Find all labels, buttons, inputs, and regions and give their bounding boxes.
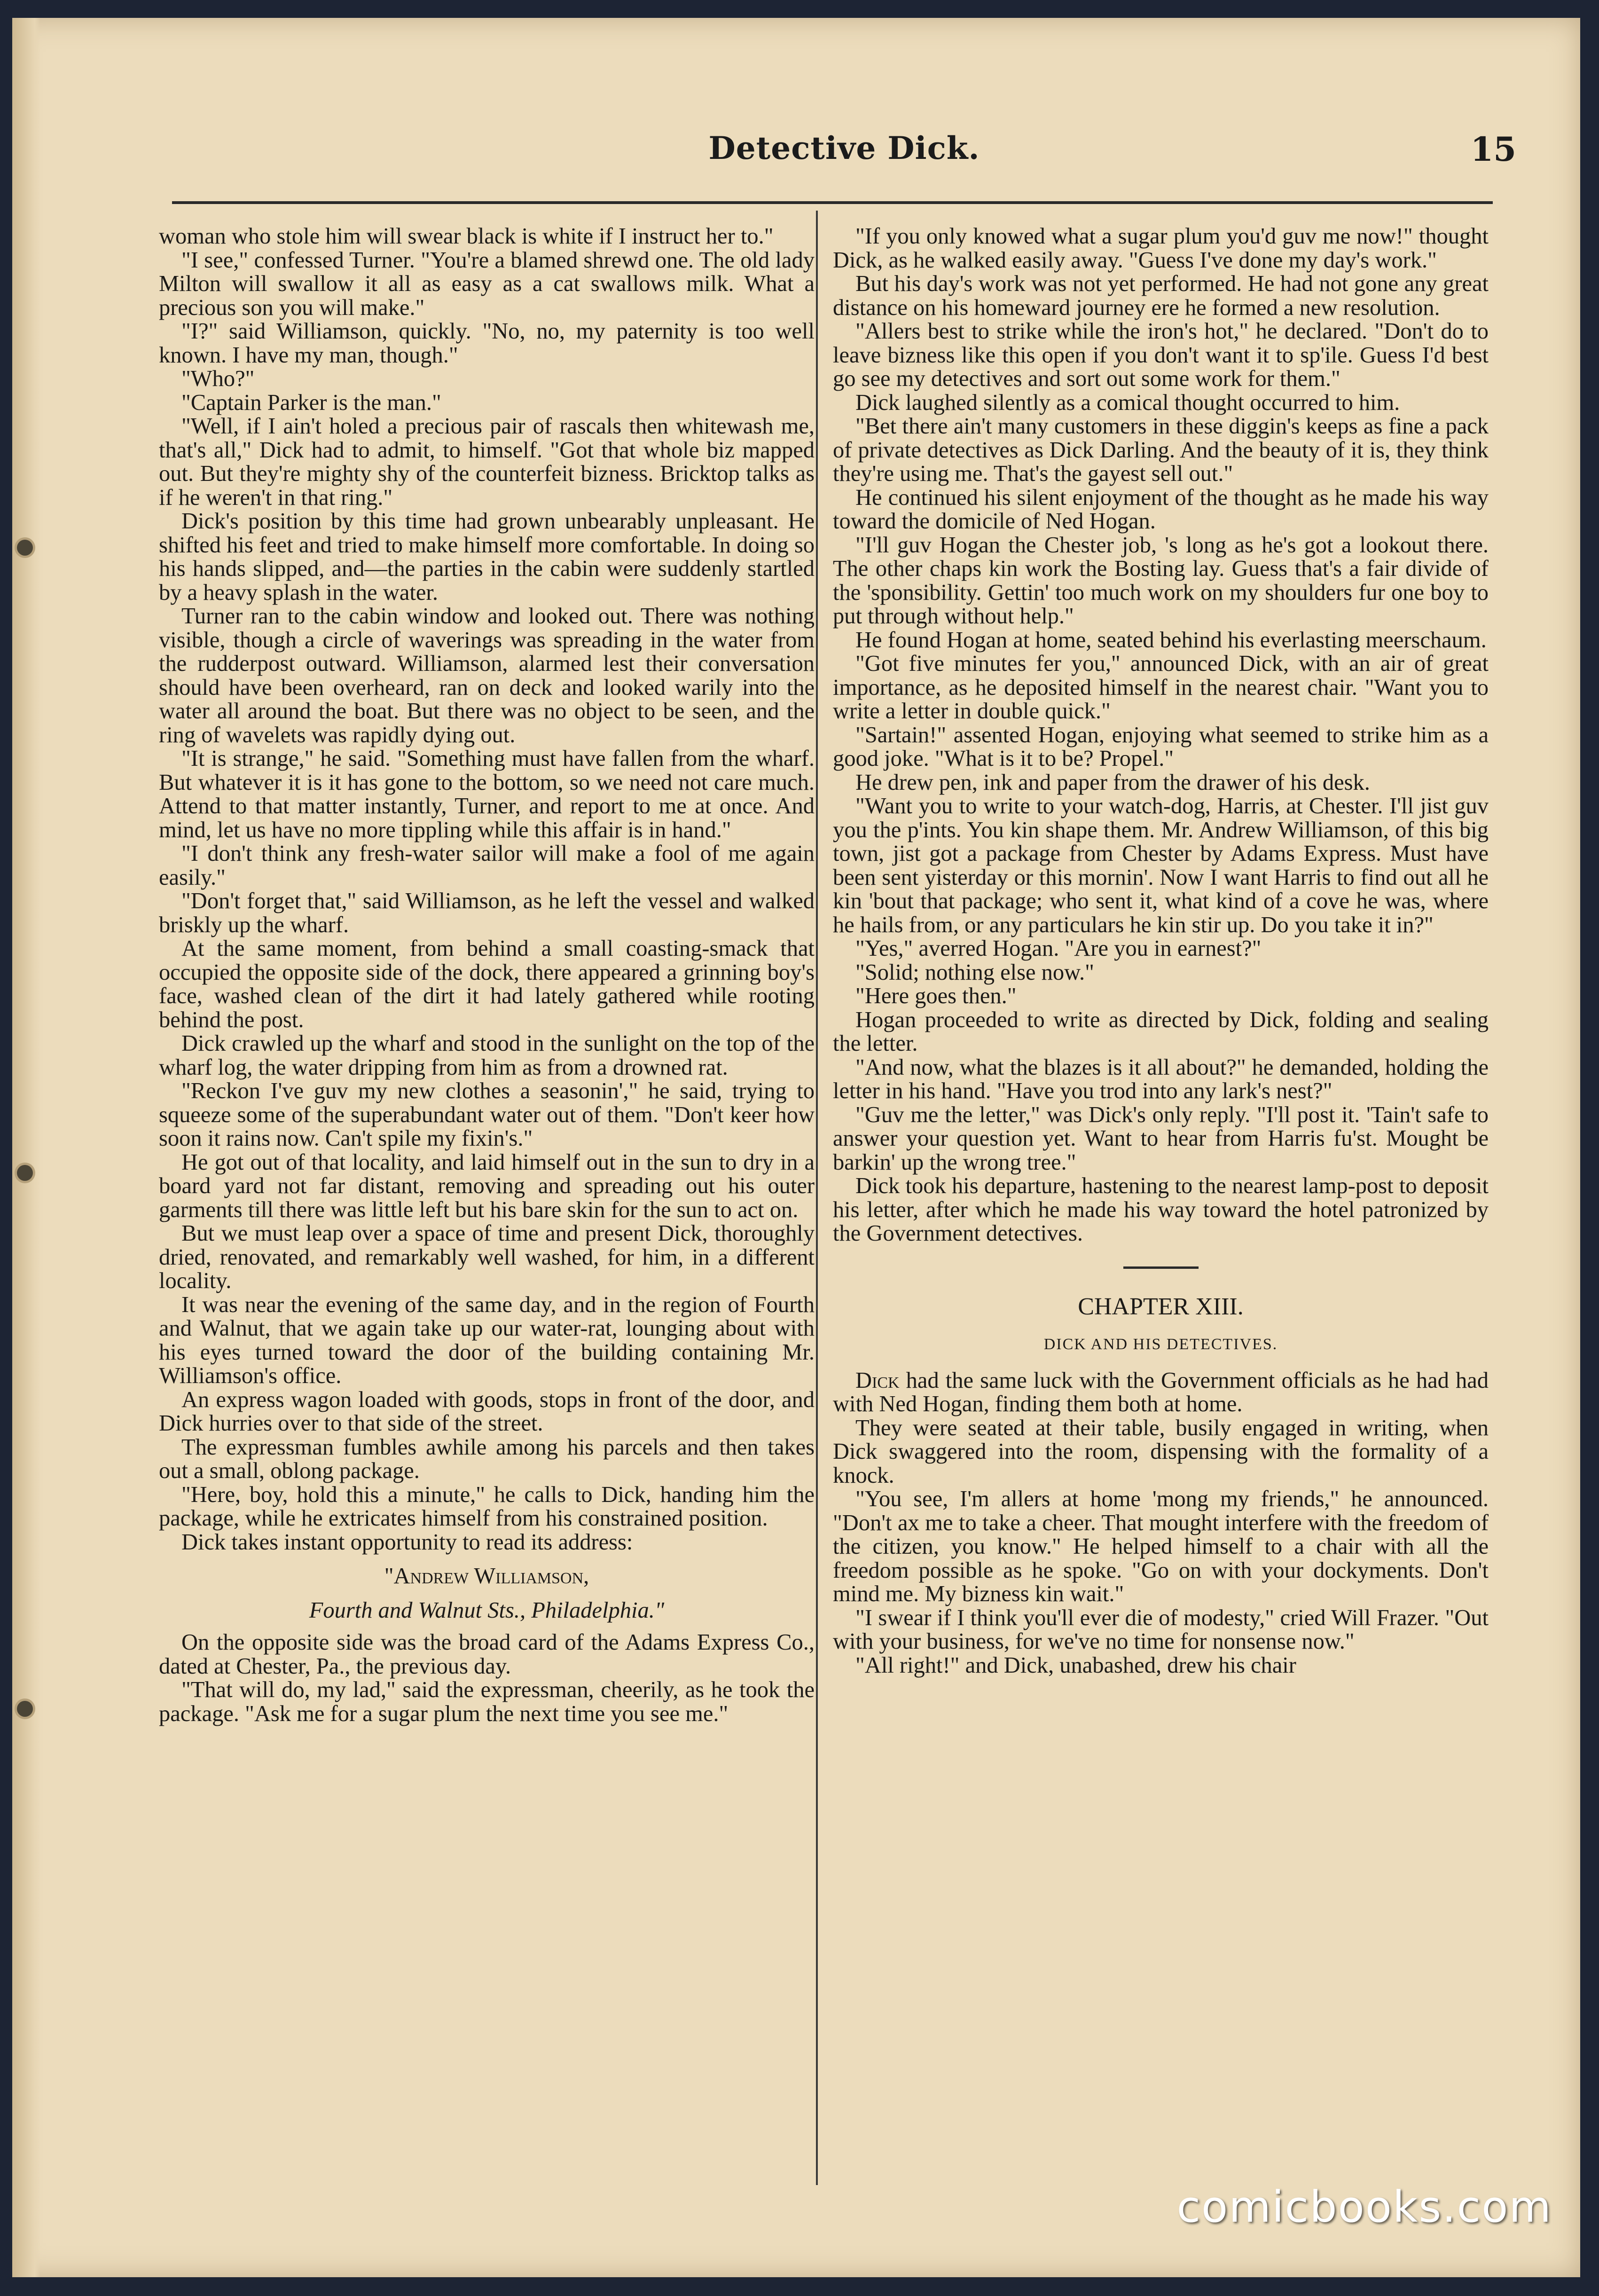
paragraph: "I don't think any fresh-water sailor will make a fool of me again easily." (159, 841, 815, 890)
paragraph: On the opposite side was the broad card of the Adams Express Co., dated at Chester, Pa., the previous day. (159, 1630, 815, 1679)
paragraph: "I'll guv Hogan the Chester job, 's long as he's got a lookout there. The other chaps kin work the Bosting lay. Guess that's a fair divide of the 'sponsibility. Gettin' too much work on my shoulders fur one boy to put through without help." (833, 532, 1489, 629)
watermark: comicbooks.com (1176, 2182, 1552, 2232)
left-column (159, 225, 815, 2204)
page-header (172, 130, 1516, 186)
paragraph: "Captain Parker is the man." (181, 390, 441, 415)
paragraph: Dick takes instant opportunity to read its address: (181, 1529, 633, 1555)
paragraph: "Got five minutes fer you," announced Dick, with an air of great importance, as he deposited himself in the nearest chair. "Want you to write a letter in double quick." (833, 651, 1489, 723)
chapter-subtitle: DICK AND HIS DETECTIVES. (1043, 1336, 1278, 1353)
paragraph: "Want you to write to your watch-dog, Harris, at Chester. I'll jist guv you the p'ints. You kin shape them. Mr. Andrew Williamson, of this big town, jist got a package from Chester by Adams Express. Must have been sent yisterday or this mornin'. Now I want Harris to find out all he kin 'bout that package; who sent it, what kind of a cove he was, where he hails from, or any particulars he kin stir up. Do you take it in?" (833, 794, 1489, 937)
page-number: 15 (1470, 130, 1516, 169)
chapter-separator (1123, 1266, 1199, 1269)
header-rule (172, 201, 1493, 204)
paragraph: "It is strange," he said. "Something must have fallen from the wharf. But whatever it is it has gone to the bottom, so we need not care much. Attend to that matter instantly, Turner, and report to me at once. And mind, let us have no more tippling while this affair is in hand." (159, 746, 815, 842)
paragraph: "All right!" and Dick, unabashed, drew his chair (855, 1652, 1296, 1678)
paragraph: "Don't forget that," said Williamson, as he left the vessel and walked briskly up the wharf. (159, 889, 815, 937)
paragraph: "Here goes then." (855, 983, 1017, 1008)
column-divider (816, 211, 818, 2185)
package-address-street: Fourth and Walnut Sts., Philadelphia." (309, 1597, 665, 1623)
paragraph: They were seated at their table, busily engaged in writing, when Dick swaggered into the room, dispensing with the formality of a knock. (833, 1415, 1489, 1488)
paragraph: But we must leap over a space of time and present Dick, thoroughly dried, renovated, and remarkably well washed, for him, in a different locality. (159, 1221, 815, 1293)
staple-hole (17, 1701, 33, 1717)
paragraph: At the same moment, from behind a small coasting-smack that occupied the opposite side of the dock, there appeared a grinning boy's face, washed clean of the dirt it had lately gathered while rooting behind the post. (159, 936, 815, 1032)
package-address-name (159, 1565, 815, 1588)
paragraph: "I see," confessed Turner. "You're a blamed shrewd one. The old lady Milton will swallow it all as easy as a cat swallows milk. What a precious son you will make." (159, 247, 815, 320)
paragraph: An express wagon loaded with goods, stops in front of the door, and Dick hurries over to that side of the street. (159, 1387, 815, 1436)
chapter-first-word: Dick (855, 1368, 900, 1393)
magazine-page (12, 18, 1580, 2277)
running-title: Detective Dick. (708, 130, 980, 166)
paragraph: "That will do, my lad," said the expressman, cheerily, as he took the package. "Ask me for a sugar plum the next time you see me." (159, 1677, 815, 1726)
paragraph: "Solid; nothing else now." (855, 959, 1094, 985)
paragraph: He continued his silent enjoyment of the thought as he made his way toward the domicile of Ned Hogan. (833, 485, 1489, 534)
staple-hole (17, 540, 33, 556)
address-name-text: "Andrew Williamson, (384, 1564, 589, 1588)
right-column (833, 225, 1489, 2204)
paragraph: "You see, I'm allers at home 'mong my friends," he announced. "Don't ax me to take a cheer. That mought interfere with the freedom of the citizen, you know." He helped himself to a chair with all the freedom possible as he spoke. "Go on with your dockyments. Don't mind me. My bizness kin wait." (833, 1486, 1489, 1606)
chapter-title: CHAPTER XIII. (1078, 1293, 1244, 1320)
paragraph: Dick's position by this time had grown unbearably unpleasant. He shifted his feet and tried to make himself more comfortable. In doing so his hands slipped, and—the parties in the cabin were suddenly startled by a heavy splash in the water. (159, 509, 815, 605)
binding-fold (12, 18, 40, 2277)
paragraph: He got out of that locality, and laid himself out in the sun to dry in a board yard not far distant, removing and spreading out his outer garments till there was little left but his bare skin for the sun to act on. (159, 1149, 815, 1222)
paragraph: He found Hogan at home, seated behind his everlasting meerschaum. (855, 627, 1487, 653)
paragraph: But his day's work was not yet performed. He had not gone any great distance on his homeward journey ere he formed a new resolution. (833, 271, 1489, 320)
paragraph: He drew pen, ink and paper from the drawer of his desk. (855, 770, 1370, 795)
chapter-first-paragraph (833, 1369, 1489, 1416)
paragraph: "I?" said Williamson, quickly. "No, no, my paternity is too well known. I have my man, though." (159, 319, 815, 368)
paragraph: "And now, what the blazes is it all about?" he demanded, holding the letter in his hand. "Have you trod into any lark's nest?" (833, 1054, 1489, 1103)
paragraph: Turner ran to the cabin window and looked out. There was nothing visible, though a circle of waverings was spreading in the water from the rudderpost outward. Williamson, alarmed lest their conversation should have been overheard, ran on deck and looked warily into the water all around the boat. But there was no object to be seen, and the ring of wavelets was rapidly dying out. (159, 604, 815, 747)
paragraph: The expressman fumbles awhile among his parcels and then takes out a small, oblong package. (159, 1434, 815, 1483)
chapter-first-paragraph-text: had the same luck with the Government officials as he had had with Ned Hogan, finding them both at home. (833, 1368, 1489, 1416)
paragraph: Dick took his departure, hastening to the nearest lamp-post to deposit his letter, after which he made his way toward the hotel patronized by the Government detectives. (833, 1173, 1489, 1246)
paragraph: "I swear if I think you'll ever die of modesty," cried Will Frazer. "Out with your business, for we've no time for nonsense now." (833, 1605, 1489, 1654)
paragraph: "Allers best to strike while the iron's hot," he declared. "Don't do to leave bizness like this open if you don't want it to sp'ile. Guess I'd best go see my detectives and sort out some work for them." (833, 319, 1489, 391)
staple-hole (17, 1165, 33, 1181)
paragraph: "Sartain!" assented Hogan, enjoying what seemed to strike him as a good joke. "What is it to be? Propel." (833, 722, 1489, 771)
paragraph: "Guv me the letter," was Dick's only reply. "I'll post it. 'Tain't safe to answer your question yet. Want to hear from Harris fu'st. Mought be barkin' up the wrong tree." (833, 1102, 1489, 1175)
paragraph: Dick crawled up the wharf and stood in the sunlight on the top of the wharf log, the water dripping from him as from a drowned rat. (159, 1031, 815, 1080)
paragraph: "Well, if I ain't holed a precious pair of rascals then whitewash me, that's all," Dick had to admit, to himself. "Got that whole biz mapped out. But they're mighty shy of the counterfeit bizness. Bricktop talks as if he weren't in that ring." (159, 414, 815, 510)
paragraph: Hogan proceeded to write as directed by Dick, folding and sealing the letter. (833, 1007, 1489, 1056)
paragraph: "Reckon I've guv my new clothes a seasonin'," he said, trying to squeeze some of the superabundant water out of them. "Don't keer how soon it rains now. Can't spile my fixin's." (159, 1078, 815, 1151)
paragraph: "Who?" (181, 366, 255, 391)
paragraph: woman who stole him will swear black is white if I instruct her to." (159, 225, 774, 249)
paragraph: Dick laughed silently as a comical thought occurred to him. (855, 390, 1400, 415)
paragraph: "Here, boy, hold this a minute," he calls to Dick, handing him the package, while he extricates himself from his constrained position. (159, 1482, 815, 1531)
paragraph: "Yes," averred Hogan. "Are you in earnest?" (855, 936, 1262, 961)
paragraph: It was near the evening of the same day, and in the region of Fourth and Walnut, that we again take up our water-rat, lounging about with his eyes turned toward the door of the building containing Mr. Williamson's office. (159, 1292, 815, 1388)
paragraph: "Bet there ain't many customers in these diggin's keeps as fine a pack of private detectives as Dick Darling. And the beauty of it is, they think they're using me. That's the gayest sell out." (833, 414, 1489, 486)
paragraph: "If you only knowed what a sugar plum you'd guv me now!" thought Dick, as he walked easily away. "Guess I've done my day's work." (833, 225, 1489, 273)
